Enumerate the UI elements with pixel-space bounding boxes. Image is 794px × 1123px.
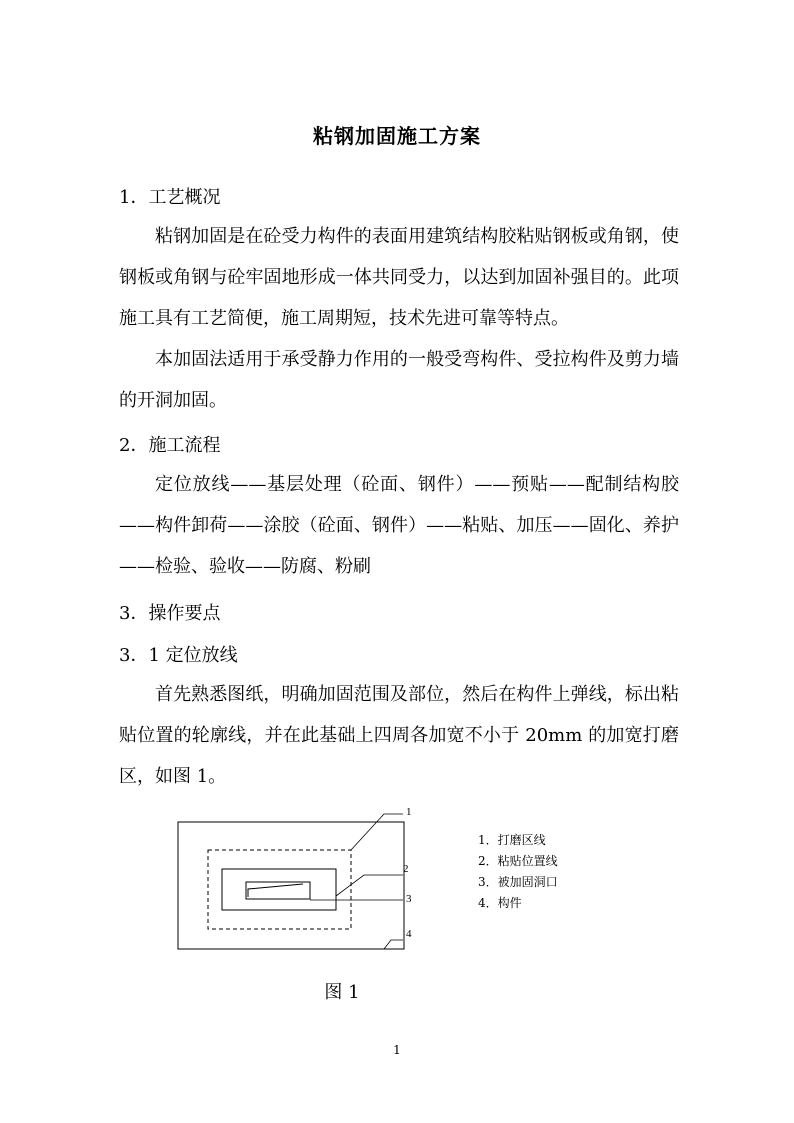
legend-item-opening: 3．被加固洞口	[478, 875, 558, 889]
bonding-position-line	[222, 869, 336, 910]
legend-item-member: 4．构件	[478, 896, 522, 910]
leader-line-2	[336, 875, 403, 896]
document-title: 粘钢加固施工方案	[313, 124, 481, 148]
section-1-paragraph-1: 粘钢加固是在砼受力构件的表面用建筑结构胶粘贴钢板或角钢，使钢板或角钢与砼牢固地形成一体共同受力，以达到加固补强目的。此项施工具有工艺简便，施工周期短，技术先进可靠等特点。	[119, 226, 679, 329]
leader-line-1	[351, 814, 403, 850]
opening-hatch-line	[248, 884, 303, 897]
figure-1-legend	[478, 830, 558, 914]
callout-2: 2	[403, 863, 409, 875]
callout-3: 3	[406, 893, 412, 905]
callout-1: 1	[406, 806, 412, 818]
legend-item-grinding-zone: 1．打磨区线	[478, 833, 546, 847]
leader-line-4	[384, 940, 403, 949]
section-2-heading: 2．施工流程	[119, 435, 221, 456]
figure-1-diagram	[170, 800, 440, 960]
section-2-paragraph-1: 定位放线——基层处理（砼面、钢件）——预贴——配制结构胶——构件卸荷——涂胶（砼面、钢件）——粘贴、加压——固化、养护——检验、验收——防腐、粉刷	[119, 474, 679, 577]
legend-item-bonding-position: 2．粘贴位置线	[478, 854, 558, 868]
section-3-1-paragraph-1: 首先熟悉图纸，明确加固范围及部位，然后在构件上弹线，标出粘贴位置的轮廓线，并在此基础上四周各加宽不小于 20mm 的加宽打磨区，如图 1。	[119, 684, 679, 787]
callout-4: 4	[406, 928, 412, 940]
section-3-heading: 3．操作要点	[119, 603, 221, 624]
page-number: 1	[393, 1043, 401, 1057]
figure-1-caption: 图 1	[324, 982, 360, 1003]
grinding-zone-line	[208, 850, 351, 929]
section-1-paragraph-2: 本加固法适用于承受静力作用的一般受弯构件、受拉构件及剪力墙的开洞加固。	[119, 349, 679, 411]
section-1-heading: 1．工艺概况	[119, 187, 221, 208]
section-3-1-heading: 3．1 定位放线	[119, 645, 238, 666]
